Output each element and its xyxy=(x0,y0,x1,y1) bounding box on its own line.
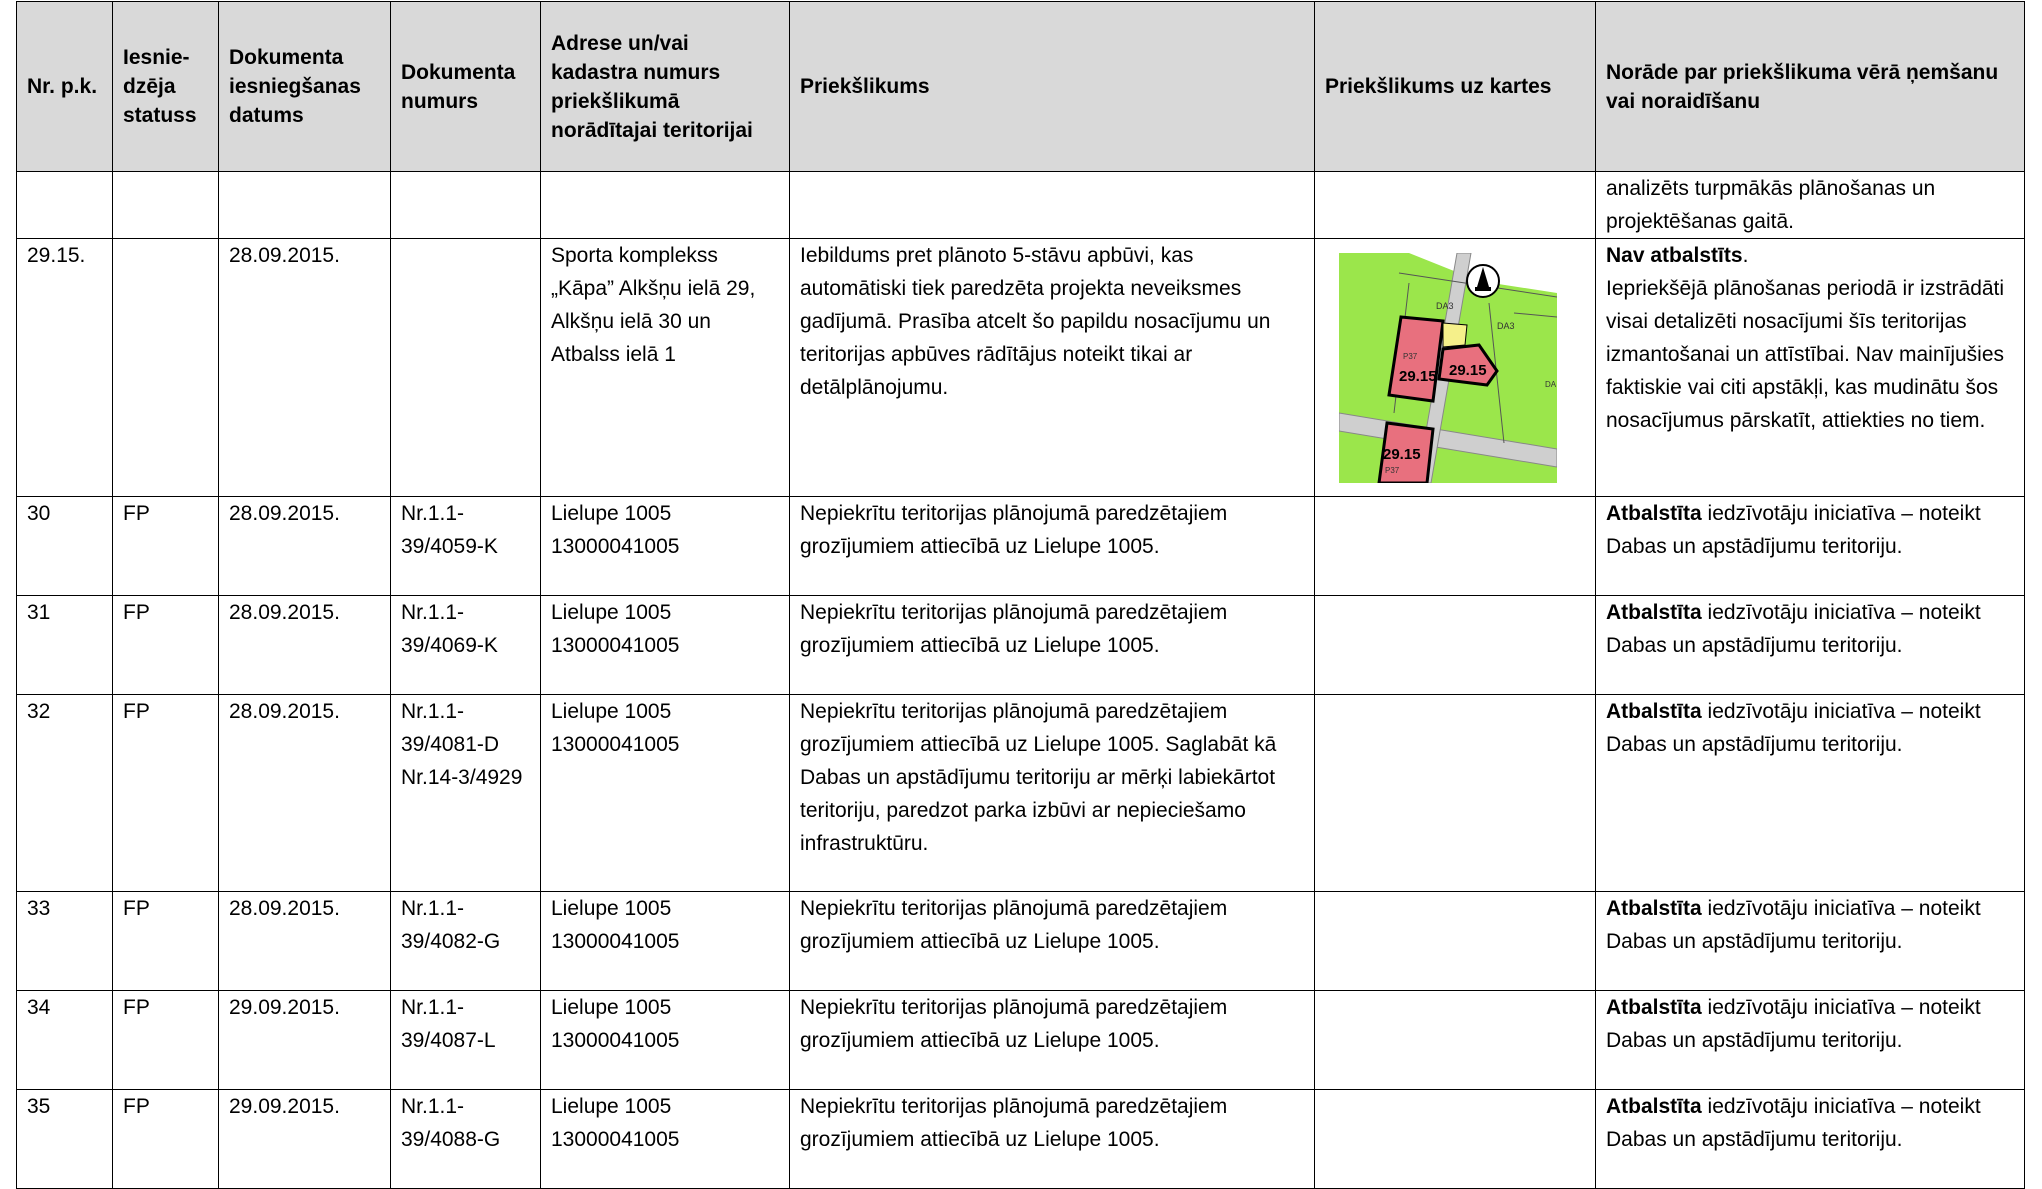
cell-status: FP xyxy=(113,892,219,991)
cell-empty xyxy=(113,172,219,239)
cell-map xyxy=(1315,497,1596,596)
map-label: 29.15 xyxy=(1449,362,1487,379)
decision-rest: Iepriekšējā plānošanas periodā ir izstrādāti visai detalizēti nosacījumi šīs teritorijas izmantošanai un attīstībai. Nav mainījušies faktiskie vai citi apstākļi, kas mudinātu šos nosacījumus pārskatīt, attiekties no tiem. xyxy=(1606,277,2005,432)
table-row xyxy=(17,1090,2025,1189)
cell-status: FP xyxy=(113,596,219,695)
table-row xyxy=(17,695,2025,892)
cell-date: 28.09.2015. xyxy=(219,892,391,991)
table-row-29-15 xyxy=(17,239,2025,497)
cell-address: Lielupe 1005 13000041005 xyxy=(541,596,790,695)
decision-tail: . xyxy=(1742,244,1749,267)
decision-bold: Atbalstīta xyxy=(1606,1095,1702,1118)
cell-empty xyxy=(541,172,790,239)
decision-rest: iedzīvotāju iniciatīva – noteikt Dabas un apstādījumu teritoriju. xyxy=(1606,897,1981,953)
cell-date: 28.09.2015. xyxy=(219,239,391,497)
cell-map xyxy=(1315,596,1596,695)
decision-bold: Atbalstīta xyxy=(1606,996,1702,1019)
cell-decision xyxy=(1596,497,2025,596)
cell-nr: 31 xyxy=(17,596,113,695)
proposal-map-image xyxy=(1339,253,1557,483)
cell-nr: 32 xyxy=(17,695,113,892)
header-address: Adrese un/vai kadastra numurs priekšlikumā norādītajai teritorijai xyxy=(541,2,790,172)
map-label: 29.15 xyxy=(1399,368,1437,385)
cell-status: FP xyxy=(113,1090,219,1189)
table-row xyxy=(17,892,2025,991)
cell-proposal: Nepiekrītu teritorijas plānojumā paredzētajiem grozījumiem attiecībā uz Lielupe 1005. xyxy=(790,497,1315,596)
cell-proposal: Nepiekrītu teritorijas plānojumā paredzētajiem grozījumiem attiecībā uz Lielupe 1005. Saglabāt kā Dabas un apstādījumu teritoriju ar mērķi labiekārtot teritoriju, paredzot parka izbūvi ar nepieciešamo infrastruktūru. xyxy=(790,695,1315,892)
cell-date: 29.09.2015. xyxy=(219,1090,391,1189)
cell-nr: 35 xyxy=(17,1090,113,1189)
table-row xyxy=(17,596,2025,695)
header-nr: Nr. p.k. xyxy=(17,2,113,172)
cell-decision xyxy=(1596,695,2025,892)
cell-decision xyxy=(1596,892,2025,991)
cell-map xyxy=(1315,991,1596,1090)
cell-nr: 34 xyxy=(17,991,113,1090)
cell-map xyxy=(1315,239,1596,497)
cell-status: FP xyxy=(113,497,219,596)
cell-docnum: Nr.1.1-39/4069-K xyxy=(391,596,541,695)
decision-bold: Nav atbalstīts xyxy=(1606,244,1743,267)
decision-rest: iedzīvotāju iniciatīva – noteikt Dabas un apstādījumu teritoriju. xyxy=(1606,502,1981,558)
map-label: P37 xyxy=(1385,466,1400,475)
cell-empty xyxy=(1315,172,1596,239)
cell-docnum: Nr.1.1-39/4081-D Nr.14-3/4929 xyxy=(391,695,541,892)
cell-address: Sporta komplekss „Kāpa” Alkšņu ielā 29, Alkšņu ielā 30 un Atbalss ielā 1 xyxy=(541,239,790,497)
cell-nr: 29.15. xyxy=(17,239,113,497)
decision-bold: Atbalstīta xyxy=(1606,700,1702,723)
cell-empty xyxy=(219,172,391,239)
decision-rest: iedzīvotāju iniciatīva – noteikt Dabas un apstādījumu teritoriju. xyxy=(1606,1095,1981,1151)
cell-status: FP xyxy=(113,991,219,1090)
cell-address: Lielupe 1005 13000041005 xyxy=(541,497,790,596)
header-status: Iesnie-dzēja statuss xyxy=(113,2,219,172)
cell-decision xyxy=(1596,1090,2025,1189)
cell-docnum: Nr.1.1-39/4059-K xyxy=(391,497,541,596)
decision-bold: Atbalstīta xyxy=(1606,601,1702,624)
map-label: P37 xyxy=(1403,352,1418,361)
cell-proposal: Nepiekrītu teritorijas plānojumā paredzētajiem grozījumiem attiecībā uz Lielupe 1005. xyxy=(790,596,1315,695)
cell-address: Lielupe 1005 13000041005 xyxy=(541,1090,790,1189)
cell-date: 28.09.2015. xyxy=(219,596,391,695)
table-row xyxy=(17,497,2025,596)
cell-status xyxy=(113,239,219,497)
header-map: Priekšlikums uz kartes xyxy=(1315,2,1596,172)
cell-map xyxy=(1315,695,1596,892)
cell-map xyxy=(1315,892,1596,991)
header-row xyxy=(17,2,2025,172)
decision-bold: Atbalstīta xyxy=(1606,502,1702,525)
proposals-table xyxy=(16,1,2025,1189)
cell-proposal: Iebildums pret plānoto 5-stāvu apbūvi, kas automātiski tiek paredzēta projekta neveiksmes gadījumā. Prasība atcelt šo papildu nosacījumu un teritorijas apbūves rādītājus noteikt tikai ar detālplānojumu. xyxy=(790,239,1315,497)
cell-address: Lielupe 1005 13000041005 xyxy=(541,991,790,1090)
cell-docnum: Nr.1.1-39/4087-L xyxy=(391,991,541,1090)
cell-nr: 33 xyxy=(17,892,113,991)
cell-nr: 30 xyxy=(17,497,113,596)
header-proposal: Priekšlikums xyxy=(790,2,1315,172)
cell-status: FP xyxy=(113,695,219,892)
map-label: 29.15 xyxy=(1383,446,1421,463)
header-decision: Norāde par priekšlikuma vērā ņemšanu vai noraidīšanu xyxy=(1596,2,2025,172)
cell-proposal: Nepiekrītu teritorijas plānojumā paredzētajiem grozījumiem attiecībā uz Lielupe 1005. xyxy=(790,991,1315,1090)
cell-empty xyxy=(17,172,113,239)
map-label: DA3 xyxy=(1497,321,1515,331)
header-date: Dokumenta iesniegšanas datums xyxy=(219,2,391,172)
cell-empty xyxy=(391,172,541,239)
cell-map xyxy=(1315,1090,1596,1189)
header-docnum: Dokumenta numurs xyxy=(391,2,541,172)
table-row-continuation xyxy=(17,172,2025,239)
cell-decision xyxy=(1596,239,2025,497)
cell-date: 28.09.2015. xyxy=(219,695,391,892)
decision-rest: iedzīvotāju iniciatīva – noteikt Dabas un apstādījumu teritoriju. xyxy=(1606,996,1981,1052)
cell-decision xyxy=(1596,596,2025,695)
cell-date: 28.09.2015. xyxy=(219,497,391,596)
decision-rest: iedzīvotāju iniciatīva – noteikt Dabas un apstādījumu teritoriju. xyxy=(1606,601,1981,657)
map-label: DA3 xyxy=(1436,301,1454,311)
cell-docnum xyxy=(391,239,541,497)
cell-proposal: Nepiekrītu teritorijas plānojumā paredzētajiem grozījumiem attiecībā uz Lielupe 1005. xyxy=(790,892,1315,991)
cell-empty xyxy=(790,172,1315,239)
cell-docnum: Nr.1.1-39/4082-G xyxy=(391,892,541,991)
decision-bold: Atbalstīta xyxy=(1606,897,1702,920)
decision-rest: iedzīvotāju iniciatīva – noteikt Dabas un apstādījumu teritoriju. xyxy=(1606,700,1981,756)
cell-date: 29.09.2015. xyxy=(219,991,391,1090)
cell-address: Lielupe 1005 13000041005 xyxy=(541,695,790,892)
table-row xyxy=(17,991,2025,1090)
cell-decision xyxy=(1596,991,2025,1090)
cell-address: Lielupe 1005 13000041005 xyxy=(541,892,790,991)
cell-proposal: Nepiekrītu teritorijas plānojumā paredzētajiem grozījumiem attiecībā uz Lielupe 1005. xyxy=(790,1090,1315,1189)
cell-docnum: Nr.1.1-39/4088-G xyxy=(391,1090,541,1189)
cell-decision: analizēts turpmākās plānošanas un projektēšanas gaitā. xyxy=(1596,172,2025,239)
map-label: DA xyxy=(1545,380,1557,389)
